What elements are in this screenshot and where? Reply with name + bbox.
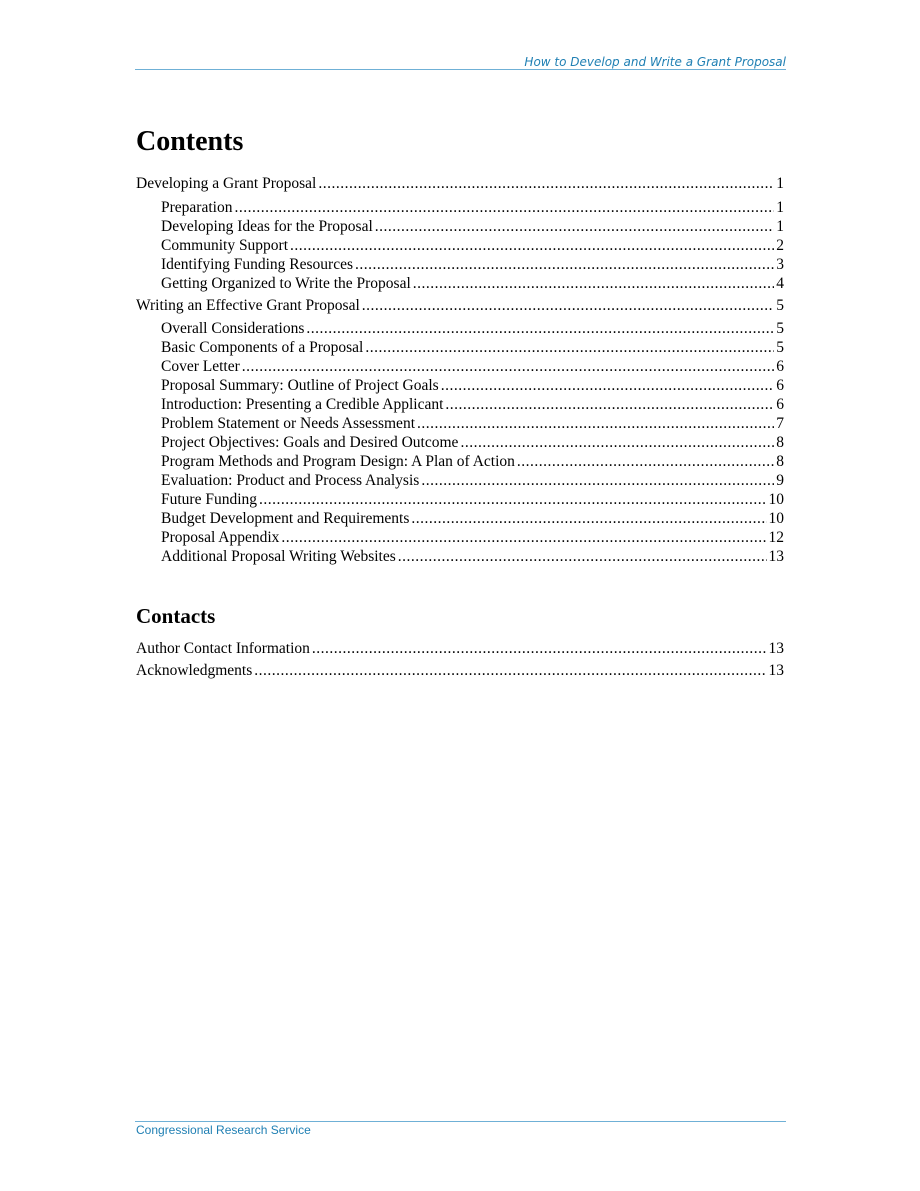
toc-entry-acknowledgments[interactable] — [136, 661, 784, 680]
dot-leader — [281, 528, 766, 547]
dot-leader — [355, 255, 774, 274]
dot-leader — [290, 236, 774, 255]
dot-leader — [375, 217, 774, 236]
toc-entry-title: Basic Components of a Proposal — [161, 339, 364, 356]
toc-entry-page: 1 — [776, 175, 784, 192]
toc-entry-title: Proposal Summary: Outline of Project Goals — [161, 377, 439, 394]
toc-entry-proposal-appendix[interactable] — [161, 528, 784, 547]
toc-entry-title: Future Funding — [161, 491, 258, 508]
toc-entry-title: Introduction: Presenting a Credible Applicant — [161, 396, 444, 413]
dot-leader — [398, 547, 767, 566]
toc-entry-page: 8 — [776, 453, 784, 470]
toc-entry-additional-websites[interactable] — [161, 547, 784, 566]
dot-leader — [318, 174, 774, 193]
toc-entry-title: Cover Letter — [161, 358, 240, 375]
toc-entry-getting-organized[interactable] — [161, 274, 784, 293]
toc-entry-page: 13 — [768, 640, 784, 657]
dot-leader — [413, 274, 774, 293]
toc-entry-page: 13 — [768, 662, 784, 679]
toc-entry-page: 6 — [776, 396, 784, 413]
toc-entry-page: 8 — [776, 434, 784, 451]
running-footer: Congressional Research Service — [136, 1123, 311, 1137]
footer-rule — [135, 1121, 786, 1122]
toc-entry-page: 10 — [768, 491, 784, 508]
dot-leader — [306, 319, 774, 338]
contents-heading: Contents — [136, 126, 244, 157]
toc-entry-title: Problem Statement or Needs Assessment — [161, 415, 415, 432]
toc-entry-future-funding[interactable] — [161, 490, 784, 509]
toc-entry-page: 13 — [768, 548, 784, 565]
toc-entry-title: Budget Development and Requirements — [161, 510, 410, 527]
toc-entry-title: Proposal Appendix — [161, 529, 280, 546]
dot-leader — [411, 509, 766, 528]
toc-entry-identifying-funding-resources[interactable] — [161, 255, 784, 274]
toc-entry-page: 6 — [776, 358, 784, 375]
toc-entry-title: Additional Proposal Writing Websites — [161, 548, 396, 565]
toc-entry-title: Preparation — [161, 199, 233, 216]
toc-entry-title: Evaluation: Product and Process Analysis — [161, 472, 420, 489]
toc-entry-title: Identifying Funding Resources — [161, 256, 354, 273]
toc-entry-problem-statement[interactable] — [161, 414, 784, 433]
toc-entry-page: 2 — [776, 237, 784, 254]
toc-entry-budget-development[interactable] — [161, 509, 784, 528]
toc-entry-title: Writing an Effective Grant Proposal — [136, 297, 360, 314]
dot-leader — [254, 661, 766, 680]
dot-leader — [365, 338, 774, 357]
toc-entry-cover-letter[interactable] — [161, 357, 784, 376]
toc-entry-overall-considerations[interactable] — [161, 319, 784, 338]
toc-entry-writing-an-effective-grant-proposal[interactable] — [136, 296, 784, 315]
dot-leader — [421, 471, 774, 490]
toc-entry-developing-ideas[interactable] — [161, 217, 784, 236]
dot-leader — [445, 395, 774, 414]
toc-entry-title: Acknowledgments — [136, 662, 253, 679]
toc-entry-page: 5 — [776, 297, 784, 314]
toc-entry-page: 7 — [776, 415, 784, 432]
toc-entry-community-support[interactable] — [161, 236, 784, 255]
toc-entry-basic-components[interactable] — [161, 338, 784, 357]
dot-leader — [234, 198, 774, 217]
toc-entry-page: 3 — [776, 256, 784, 273]
toc-entry-page: 5 — [776, 320, 784, 337]
running-header: How to Develop and Write a Grant Proposal — [524, 55, 786, 69]
toc-entry-title: Community Support — [161, 237, 289, 254]
toc-entry-title: Author Contact Information — [136, 640, 310, 657]
toc-entry-preparation[interactable] — [161, 198, 784, 217]
toc-entry-page: 9 — [776, 472, 784, 489]
toc-entry-developing-a-grant-proposal[interactable] — [136, 174, 784, 193]
toc-entry-title: Program Methods and Program Design: A Plan of Action — [161, 453, 515, 470]
toc-entry-project-objectives[interactable] — [161, 433, 784, 452]
dot-leader — [312, 639, 767, 658]
toc-entry-title: Project Objectives: Goals and Desired Outcome — [161, 434, 459, 451]
toc-entry-introduction[interactable] — [161, 395, 784, 414]
dot-leader — [362, 296, 774, 315]
toc-entry-page: 1 — [776, 218, 784, 235]
toc-entry-title: Getting Organized to Write the Proposal — [161, 275, 411, 292]
toc-entry-title: Developing a Grant Proposal — [136, 175, 317, 192]
dot-leader — [259, 490, 766, 509]
toc-entry-page: 5 — [776, 339, 784, 356]
toc-entry-author-contact-information[interactable] — [136, 639, 784, 658]
toc-entry-proposal-summary[interactable] — [161, 376, 784, 395]
toc-entry-title: Overall Considerations — [161, 320, 305, 337]
toc-entry-page: 4 — [776, 275, 784, 292]
header-rule — [135, 69, 786, 70]
toc-entry-page: 1 — [776, 199, 784, 216]
toc-entry-page: 6 — [776, 377, 784, 394]
toc-entry-page: 10 — [768, 510, 784, 527]
toc-entry-page: 12 — [768, 529, 784, 546]
toc-entry-evaluation[interactable] — [161, 471, 784, 490]
dot-leader — [242, 357, 774, 376]
toc-entry-title: Developing Ideas for the Proposal — [161, 218, 373, 235]
dot-leader — [460, 433, 774, 452]
dot-leader — [417, 414, 774, 433]
contacts-heading: Contacts — [136, 604, 216, 628]
toc-entry-program-methods[interactable] — [161, 452, 784, 471]
dot-leader — [517, 452, 774, 471]
dot-leader — [441, 376, 775, 395]
